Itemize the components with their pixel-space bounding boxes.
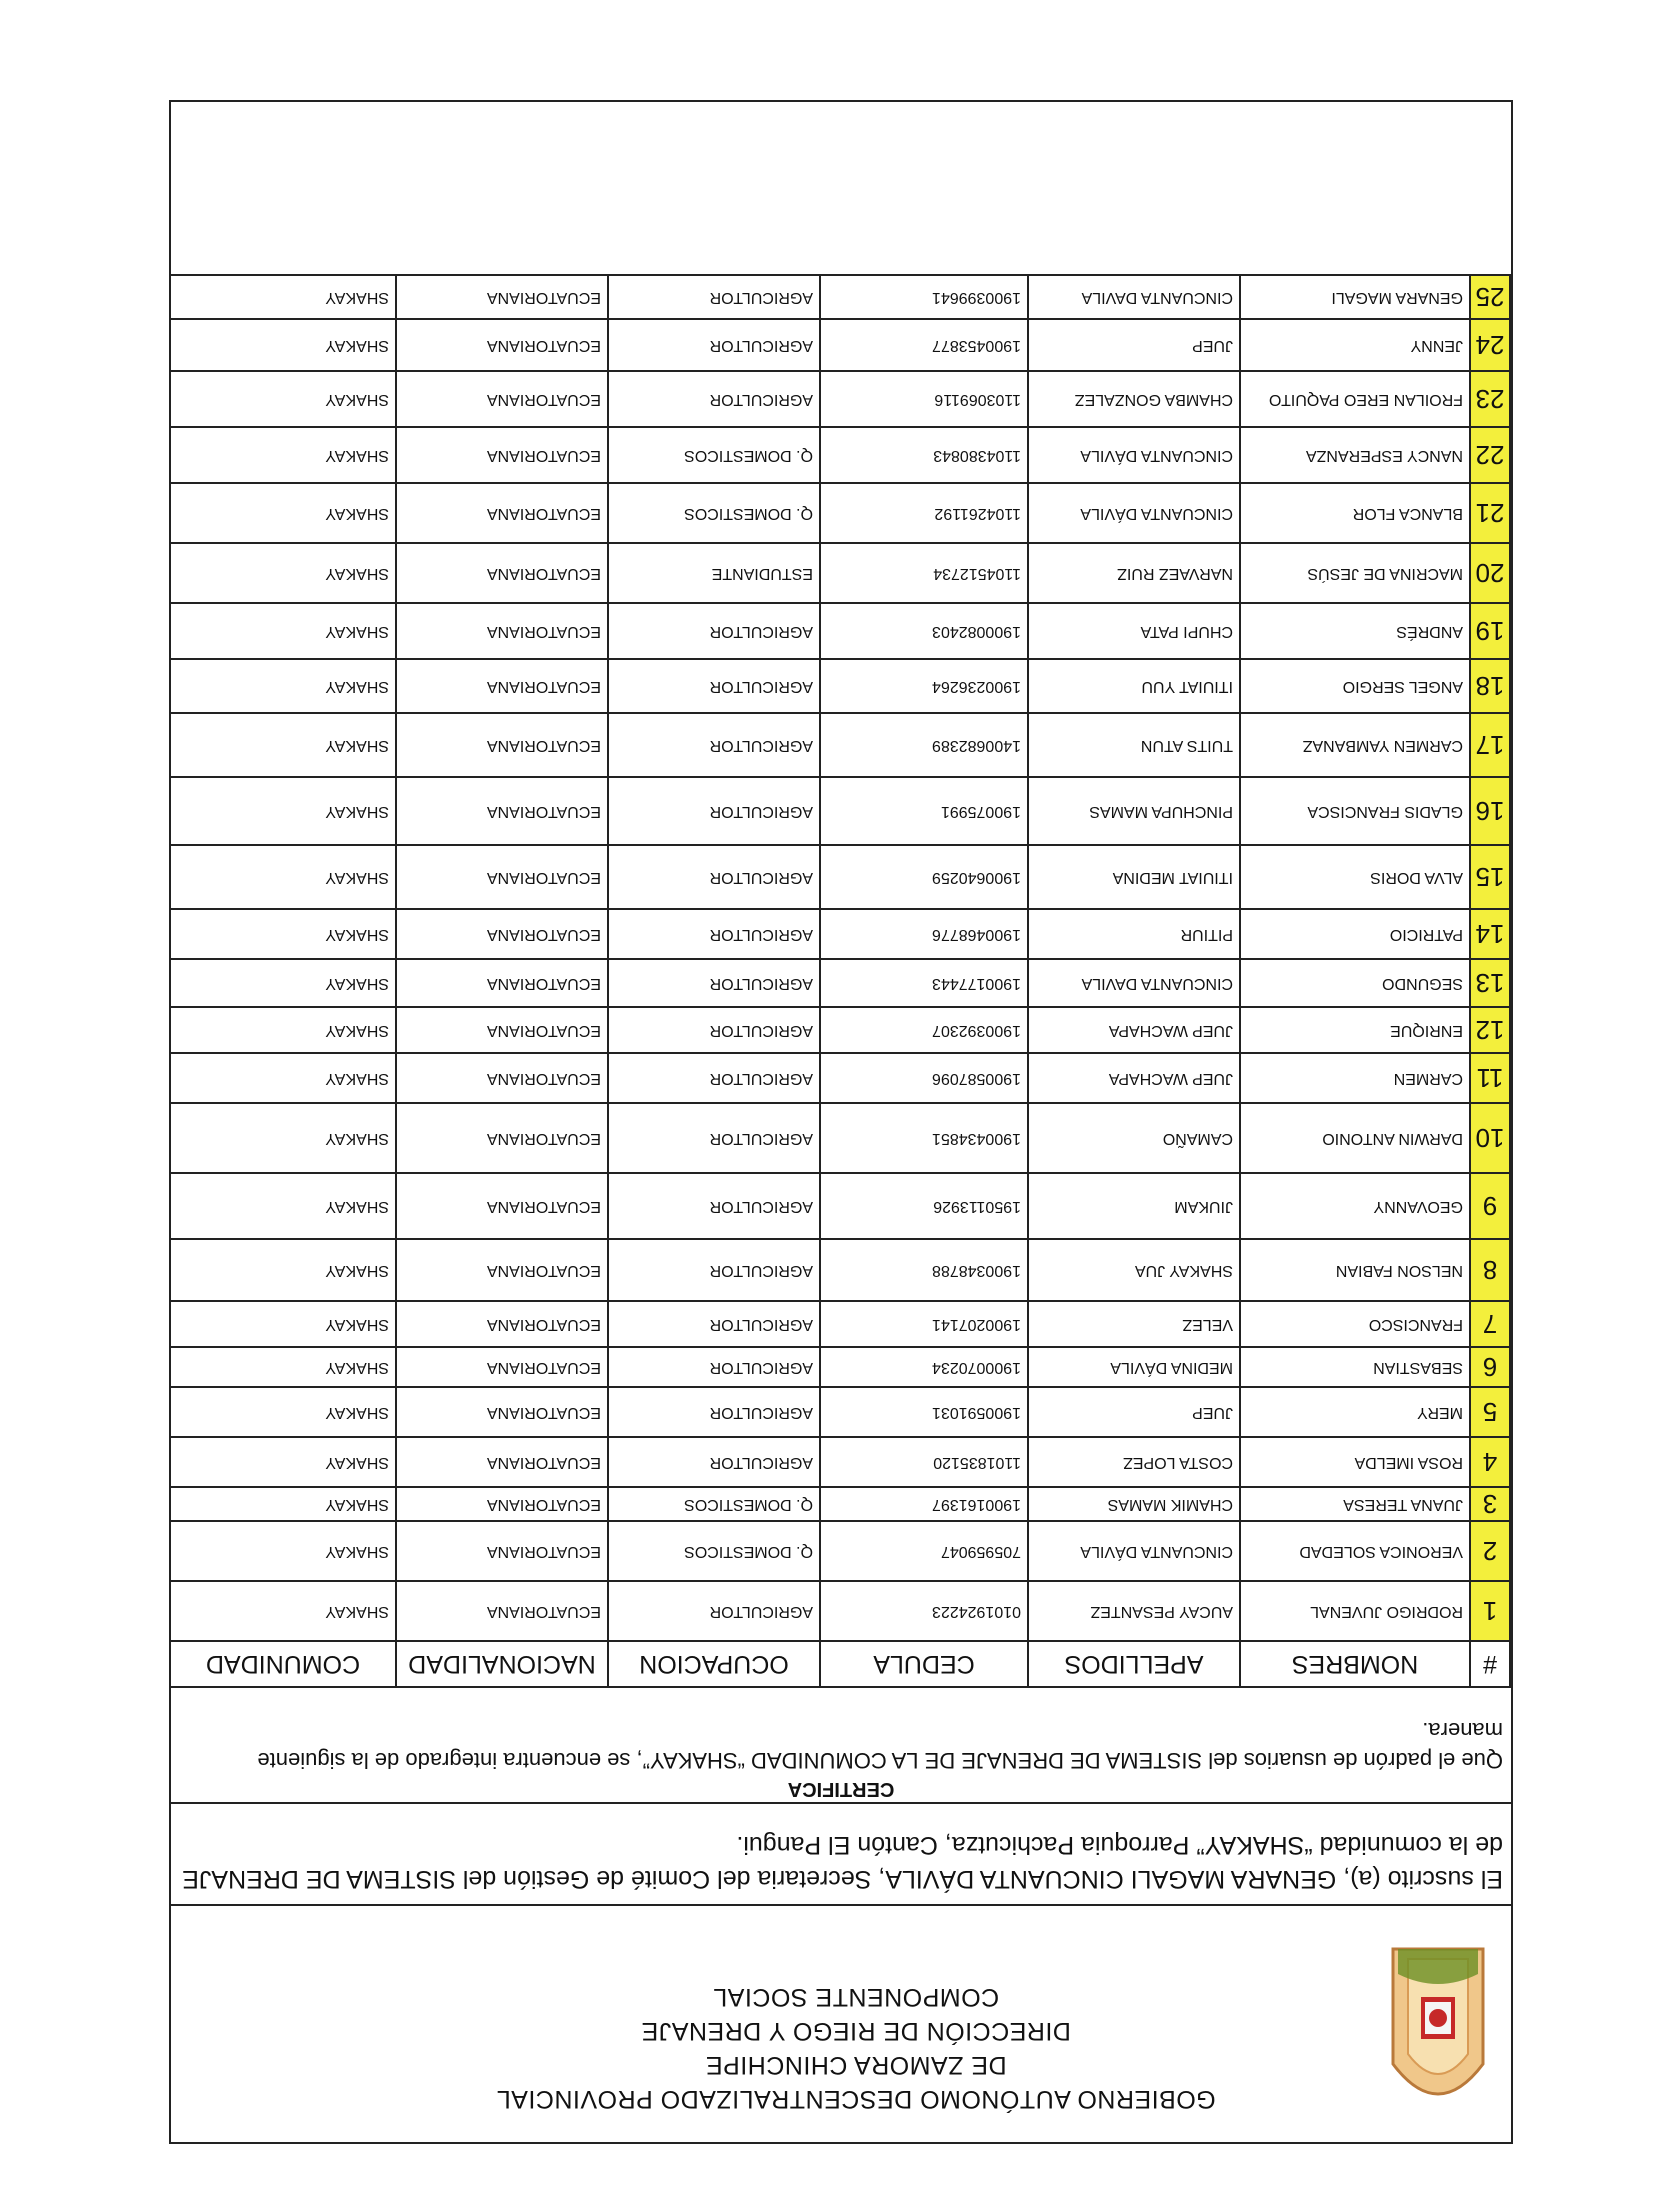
table-row [170,427,1510,483]
comunidad-cell: SHAKAY [170,659,396,713]
comunidad-cell: SHAKAY [170,1301,396,1347]
nacionalidad-cell: ECUATORIANA [396,1301,608,1347]
nacionalidad-cell: ECUATORIANA [396,713,608,777]
table-row [170,1347,1510,1387]
nacionalidad-cell: ECUATORIANA [396,543,608,603]
nombres-cell: BLANCA FLOR [1240,483,1470,543]
row-number: 24 [1470,319,1510,371]
row-number: 16 [1470,777,1510,845]
nacionalidad-cell: ECUATORIANA [396,1521,608,1581]
comunidad-cell: SHAKAY [170,319,396,371]
nombres-cell: FROILAN EREO PAQUITO [1240,371,1470,427]
table-row [170,777,1510,845]
row-number: 13 [1470,959,1510,1007]
cedula-cell: 1900161397 [820,1487,1028,1521]
nombres-cell: RODRIGO JUVENAL [1240,1581,1470,1641]
comunidad-cell: SHAKAY [170,275,396,319]
apellidos-cell: VELEZ [1028,1301,1240,1347]
cedula-cell: 1900453877 [820,319,1028,371]
comunidad-cell: SHAKAY [170,1521,396,1581]
row-number: 5 [1470,1387,1510,1437]
cedula-cell: 1900207141 [820,1301,1028,1347]
row-number: 4 [1470,1437,1510,1487]
apellidos-cell: AUCAY PESANTEZ [1028,1581,1240,1641]
nombres-cell: ANGEL SERGIO [1240,659,1470,713]
ocupacion-cell: AGRICULTOR [608,713,820,777]
table-row [170,1521,1510,1581]
nombres-cell: ALVA DORIS [1240,845,1470,909]
row-number: 15 [1470,845,1510,909]
ocupacion-cell: AGRICULTOR [608,319,820,371]
intro-paragraph-box [171,1822,1511,1906]
nacionalidad-cell: ECUATORIANA [396,603,608,659]
apellidos-cell: CINCUANTA DÁVILA [1028,483,1240,543]
table-row [170,959,1510,1007]
nacionalidad-cell: ECUATORIANA [396,777,608,845]
cedula-cell: 1900070234 [820,1347,1028,1387]
table-row [170,1007,1510,1053]
apellidos-cell: NARVAEZ RUIZ [1028,543,1240,603]
comunidad-cell: SHAKAY [170,845,396,909]
provincial-logo [1373,1944,1503,2134]
certification-box [171,1715,1511,1804]
table-row [170,909,1510,959]
comunidad-cell: SHAKAY [170,1437,396,1487]
comunidad-cell: SHAKAY [170,1487,396,1521]
table-row [170,1239,1510,1301]
row-number: 21 [1470,483,1510,543]
row-number: 11 [1470,1053,1510,1103]
nombres-cell: PATRICIO [1240,909,1470,959]
ocupacion-cell: Q. DOMESTICOS [608,483,820,543]
nombres-cell: GEOVANNY [1240,1173,1470,1239]
nombres-cell: ANDRÉS [1240,603,1470,659]
cedula-cell: 1103069116 [820,371,1028,427]
certifica-title: CERTIFICA [787,1778,895,1800]
nacionalidad-cell: ECUATORIANA [396,319,608,371]
cedula-cell: 1900236264 [820,659,1028,713]
cedula-cell: 1900587096 [820,1053,1028,1103]
row-number: 18 [1470,659,1510,713]
nacionalidad-cell: ECUATORIANA [396,1437,608,1487]
apellidos-cell: CHAMIK MAMAS [1028,1487,1240,1521]
comunidad-cell: SHAKAY [170,543,396,603]
table-row [170,1387,1510,1437]
apellidos-cell: CINCUANTA DAVILA [1028,959,1240,1007]
comunidad-cell: SHAKAY [170,1007,396,1053]
cedula-cell: 1900434851 [820,1103,1028,1173]
ocupacion-cell: AGRICULTOR [608,1239,820,1301]
row-number: 9 [1470,1173,1510,1239]
comunidad-cell: SHAKAY [170,483,396,543]
nacionalidad-cell: ECUATORIANA [396,275,608,319]
ocupacion-cell: AGRICULTOR [608,1053,820,1103]
col-header-apellidos: APELLIDOS [1028,1641,1240,1687]
nacionalidad-cell: ECUATORIANA [396,1007,608,1053]
header-line-4: COMPONENTE SOCIAL [712,1983,1000,2011]
comunidad-cell: SHAKAY [170,1103,396,1173]
nombres-cell: VERONICA SOLEDAD [1240,1521,1470,1581]
apellidos-cell: CHAMBA GONZALEZ [1028,371,1240,427]
comunidad-cell: SHAKAY [170,1387,396,1437]
cedula-cell: 1104380843 [820,427,1028,483]
cedula-cell: 1900468776 [820,909,1028,959]
nacionalidad-cell: ECUATORIANA [396,1173,608,1239]
nacionalidad-cell: ECUATORIANA [396,1387,608,1437]
nacionalidad-cell: ECUATORIANA [396,427,608,483]
certifica-text: Que el padrón de usuarios del SISTEMA DE DRENAJE DE LA COMUNIDAD “SHAKAY”, se encuentra integrado de la siguiente manera. [257,1718,1503,1773]
row-number: 20 [1470,543,1510,603]
row-number: 25 [1470,275,1510,319]
apellidos-cell: JUEP WACHAPA [1028,1007,1240,1053]
nombres-cell: JUANA TERESA [1240,1487,1470,1521]
row-number: 14 [1470,909,1510,959]
ocupacion-cell: AGRICULTOR [608,1437,820,1487]
ocupacion-cell: AGRICULTOR [608,959,820,1007]
apellidos-cell: CAMAÑO [1028,1103,1240,1173]
apellidos-cell: COSTA LOPEZ [1028,1437,1240,1487]
nacionalidad-cell: ECUATORIANA [396,1487,608,1521]
comunidad-cell: SHAKAY [170,713,396,777]
ocupacion-cell: AGRICULTOR [608,1581,820,1641]
intro-paragraph: El suscrito (a), GENARA MAGALI CINCUANTA DÁVILA, Secretaria del Comité de Gestión del SISTEMA DE DRENAJE de la comunidad “SHAKAY” Parroquia Pachicutza, Cantón El Pangui. [182,1831,1503,1893]
comunidad-cell: SHAKAY [170,1173,396,1239]
document-frame [169,100,1513,2144]
nacionalidad-cell: ECUATORIANA [396,959,608,1007]
table-row [170,1581,1510,1641]
apellidos-cell: CINCUANTA DAVILA [1028,275,1240,319]
row-number: 10 [1470,1103,1510,1173]
apellidos-cell: SHAKAY JUA [1028,1239,1240,1301]
table-row [170,483,1510,543]
ocupacion-cell: AGRICULTOR [608,845,820,909]
ocupacion-cell: AGRICULTOR [608,1301,820,1347]
nacionalidad-cell: ECUATORIANA [396,371,608,427]
comunidad-cell: SHAKAY [170,427,396,483]
comunidad-cell: SHAKAY [170,1581,396,1641]
table-row [170,713,1510,777]
apellidos-cell: ITIUIAT YUU [1028,659,1240,713]
table-row [170,1487,1510,1521]
cedula-cell: 1900640259 [820,845,1028,909]
cedula-cell: 1900399641 [820,275,1028,319]
apellidos-cell: TUITS ATUN [1028,713,1240,777]
apellidos-cell: JUEP [1028,1387,1240,1437]
apellidos-cell: CINCUANTA DÁVILA [1028,427,1240,483]
nombres-cell: CARMEN [1240,1053,1470,1103]
comunidad-cell: SHAKAY [170,909,396,959]
cedula-cell: 1950113926 [820,1173,1028,1239]
cedula-cell: 705959047 [820,1521,1028,1581]
row-number: 19 [1470,603,1510,659]
table-row [170,1053,1510,1103]
col-header-number: # [1470,1641,1510,1687]
cedula-cell: 190075991 [820,777,1028,845]
cedula-cell: 1900348788 [820,1239,1028,1301]
table-row [170,603,1510,659]
nombres-cell: CARMEN YAMBANAZ [1240,713,1470,777]
apellidos-cell: PINCHUPA MAMAS [1028,777,1240,845]
table-row [170,845,1510,909]
table-row [170,1301,1510,1347]
row-number: 23 [1470,371,1510,427]
apellidos-cell: CINCUANTA DÁVILA [1028,1521,1240,1581]
cedula-cell: 1900177443 [820,959,1028,1007]
row-number: 1 [1470,1581,1510,1641]
nombres-cell: ENRIQUE [1240,1007,1470,1053]
table-row [170,659,1510,713]
nombres-cell: GLADIS FRANCISCA [1240,777,1470,845]
ocupacion-cell: AGRICULTOR [608,275,820,319]
header-line-3: DIRECCIÓN DE RIEGO Y DRENAJE [641,2017,1071,2045]
nacionalidad-cell: ECUATORIANA [396,659,608,713]
nombres-cell: SEGUNDO [1240,959,1470,1007]
ocupacion-cell: AGRICULTOR [608,603,820,659]
cedula-cell: 1900082403 [820,603,1028,659]
nombres-cell: ROSA IMELDA [1240,1437,1470,1487]
nombres-cell: NELSON FABIAN [1240,1239,1470,1301]
row-number: 2 [1470,1521,1510,1581]
nombres-cell: FRANCISCO [1240,1301,1470,1347]
table-row [170,543,1510,603]
col-header-cedula: CEDULA [820,1641,1028,1687]
nombres-cell: JENNY [1240,319,1470,371]
col-header-comunidad: COMUNIDAD [170,1641,396,1687]
nacionalidad-cell: ECUATORIANA [396,1103,608,1173]
row-number: 22 [1470,427,1510,483]
ocupacion-cell: AGRICULTOR [608,1103,820,1173]
nacionalidad-cell: ECUATORIANA [396,845,608,909]
header-line-2: DE ZAMORA CHINCHIPE [705,2051,1007,2079]
table-row [170,275,1510,319]
row-number: 8 [1470,1239,1510,1301]
row-number: 12 [1470,1007,1510,1053]
ocupacion-cell: AGRICULTOR [608,659,820,713]
nombres-cell: MERY [1240,1387,1470,1437]
apellidos-cell: JUEP [1028,319,1240,371]
row-number: 6 [1470,1347,1510,1387]
ocupacion-cell: AGRICULTOR [608,1007,820,1053]
cedula-cell: 1104512734 [820,543,1028,603]
comunidad-cell: SHAKAY [170,1053,396,1103]
comunidad-cell: SHAKAY [170,777,396,845]
col-header-ocupacion: OCUPACION [608,1641,820,1687]
ocupacion-cell: ESTUDIANTE [608,543,820,603]
cedula-cell: 1900392307 [820,1007,1028,1053]
apellidos-cell: MEDINA DÁVILA [1028,1347,1240,1387]
apellidos-cell: CHUPI PATA [1028,603,1240,659]
row-number: 17 [1470,713,1510,777]
table-header-row [170,1641,1510,1687]
ocupacion-cell: AGRICULTOR [608,777,820,845]
nombres-cell: DARWIN ANTONIO [1240,1103,1470,1173]
apellidos-cell: JUEP WACHAPA [1028,1053,1240,1103]
nombres-cell: MACRINA DE JESÚS [1240,543,1470,603]
comunidad-cell: SHAKAY [170,1347,396,1387]
ocupacion-cell: Q. DOMESTICOS [608,1521,820,1581]
nacionalidad-cell: ECUATORIANA [396,909,608,959]
comunidad-cell: SHAKAY [170,371,396,427]
institution-header [351,1980,1361,2116]
ocupacion-cell: AGRICULTOR [608,1173,820,1239]
apellidos-cell: PITIUR [1028,909,1240,959]
nacionalidad-cell: ECUATORIANA [396,483,608,543]
nacionalidad-cell: ECUATORIANA [396,1581,608,1641]
table-row [170,1437,1510,1487]
cedula-cell: 1900591031 [820,1387,1028,1437]
nacionalidad-cell: ECUATORIANA [396,1239,608,1301]
ocupacion-cell: Q. DOMESTICOS [608,427,820,483]
users-table [169,274,1511,1688]
nacionalidad-cell: ECUATORIANA [396,1347,608,1387]
row-number: 3 [1470,1487,1510,1521]
ocupacion-cell: AGRICULTOR [608,1387,820,1437]
apellidos-cell: ITIUIAT MEDINA [1028,845,1240,909]
ocupacion-cell: AGRICULTOR [608,1347,820,1387]
ocupacion-cell: Q. DOMESTICOS [608,1487,820,1521]
comunidad-cell: SHAKAY [170,959,396,1007]
table-row [170,1103,1510,1173]
col-header-nacionalidad: NACIONALIDAD [396,1641,608,1687]
row-number: 7 [1470,1301,1510,1347]
table-row [170,1173,1510,1239]
cedula-cell: 0101924223 [820,1581,1028,1641]
apellidos-cell: JIUKAM [1028,1173,1240,1239]
cedula-cell: 1104261192 [820,483,1028,543]
col-header-nombres: NOMBRES [1240,1641,1470,1687]
nombres-cell: NANCY ESPERANZA [1240,427,1470,483]
comunidad-cell: SHAKAY [170,1239,396,1301]
nombres-cell: GENARA MAGALI [1240,275,1470,319]
header-line-1: GOBIERNO AUTÓNOMO DESCENTRALIZADO PROVINCIAL [496,2085,1216,2113]
nacionalidad-cell: ECUATORIANA [396,1053,608,1103]
table-row [170,371,1510,427]
cedula-cell: 1400682389 [820,713,1028,777]
nombres-cell: SEBASTIAN [1240,1347,1470,1387]
ocupacion-cell: AGRICULTOR [608,909,820,959]
table-body [170,275,1510,1641]
ocupacion-cell: AGRICULTOR [608,371,820,427]
comunidad-cell: SHAKAY [170,603,396,659]
cedula-cell: 1101835120 [820,1437,1028,1487]
table-row [170,319,1510,371]
